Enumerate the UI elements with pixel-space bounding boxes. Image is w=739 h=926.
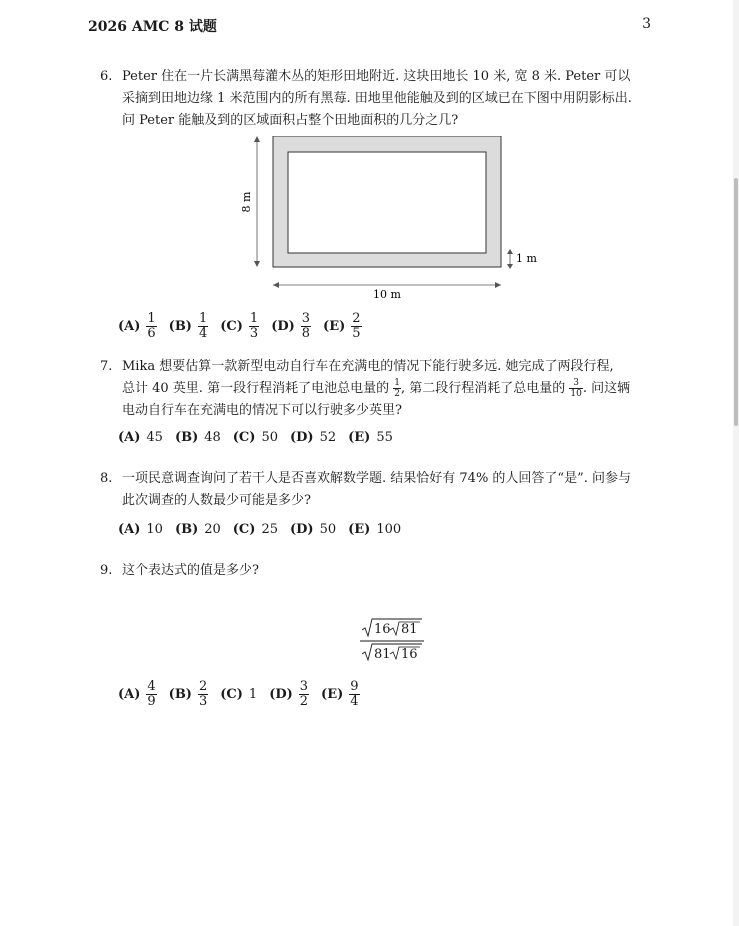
question-8-choices (118, 522, 413, 537)
numerator-inner: 81 (401, 622, 418, 637)
question-9 (100, 560, 660, 582)
field-diagram (240, 136, 540, 310)
border-label: 1 m (516, 252, 537, 265)
answer-choice-d[interactable]: (D) 52 (289, 430, 337, 445)
question-text-line: 此次调查的人数最少可能是多少? (122, 493, 311, 508)
answer-choice-c[interactable]: (C) 50 (232, 430, 278, 445)
answer-choice-b[interactable]: (B) 20 (174, 522, 221, 537)
answer-choice-a[interactable]: (A) $\frac{4}{9}$ (118, 679, 156, 709)
field-figure (240, 136, 540, 306)
scrollbar-thumb[interactable] (734, 178, 738, 426)
field-inner-rect (288, 152, 486, 253)
question-text-line: 一项民意调查询问了若干人是否喜欢解数学题. 结果恰好有 74% 的人回答了“是”. 问参与 (122, 471, 631, 486)
width-label: 10 m (373, 288, 401, 301)
question-text-line: 这个表达式的值是多少? (122, 563, 259, 578)
answer-choice-e[interactable]: (E) $\frac{9}{4}$ (321, 679, 359, 709)
question-9-choices (118, 680, 372, 709)
answer-choice-d[interactable]: (D) $\frac{3}{2}$ (269, 679, 309, 709)
question-text-line: Mika 想要估算一款新型电动自行车在充满电的情况下能行驶多远. 她完成了两段行程, (122, 359, 614, 374)
answer-choice-d[interactable]: (D) $\frac{3}{8}$ (271, 311, 311, 341)
question-6-choices (118, 312, 374, 341)
question-text-line: Peter 住在一片长满黑莓灌木丛的矩形田地附近. 这块田地长 10 米, 宽 8 米. Peter 可以 (122, 69, 631, 84)
numerator-outer: 16 (374, 622, 391, 637)
question-number: 8. (100, 471, 113, 486)
answer-choice-c[interactable]: (C) $\frac{1}{3}$ (220, 311, 259, 341)
question-text-line: 总计 40 英里. 第一段行程消耗了电池总电量的 $\frac{1}{2}$ , 第二段行程消耗了总电量的 $\frac{3}{10}$ . 问这辆 (122, 378, 631, 399)
answer-choice-b[interactable]: (B) 48 (174, 430, 221, 445)
question-text-line: 电动自行车在充满电的情况下可以行驶多少英里? (122, 403, 402, 418)
question-6 (100, 66, 660, 132)
answer-choice-c[interactable]: (C) 25 (232, 522, 278, 537)
question-number: 7. (100, 359, 113, 374)
question-number: 6. (100, 69, 113, 84)
answer-choice-c[interactable]: (C) 1 (220, 687, 258, 702)
question-7-choices (118, 430, 405, 445)
scrollbar-track[interactable] (733, 0, 739, 926)
denominator-inner: 16 (401, 647, 418, 662)
answer-choice-a[interactable]: (A) 45 (118, 430, 163, 445)
denominator-outer: 81 (374, 647, 391, 662)
fraction-three-tenths: $\frac{3}{10}$ (570, 378, 582, 399)
answer-choice-e[interactable]: (E) $\frac{2}{5}$ (323, 311, 361, 341)
page-header-title: 2026 AMC 8 试题 (88, 19, 217, 35)
nested-radical-fraction (360, 618, 430, 664)
question-number: 9. (100, 563, 113, 578)
answer-choice-b[interactable]: (B) $\frac{1}{4}$ (168, 311, 208, 341)
answer-choice-b[interactable]: (B) $\frac{2}{3}$ (168, 679, 208, 709)
math-expression (360, 618, 430, 668)
page-number: 3 (642, 16, 651, 32)
height-label: 8 m (240, 191, 253, 213)
question-8 (100, 468, 660, 512)
question-7 (100, 356, 660, 422)
answer-choice-a[interactable]: (A) 10 (118, 522, 163, 537)
fraction-half: $\frac{1}{2}$ (394, 378, 400, 399)
answer-choice-a[interactable]: (A) $\frac{1}{6}$ (118, 311, 156, 341)
answer-choice-e[interactable]: (E) 100 (348, 522, 402, 537)
question-text-line: 采摘到田地边缘 1 米范围内的所有黑莓. 田地里他能触及到的区域已在下图中用阴影标出. (122, 91, 632, 106)
answer-choice-e[interactable]: (E) 55 (348, 430, 393, 445)
question-text-line: 问 Peter 能触及到的区域面积占整个田地面积的几分之几? (122, 113, 459, 128)
answer-choice-d[interactable]: (D) 50 (289, 522, 337, 537)
